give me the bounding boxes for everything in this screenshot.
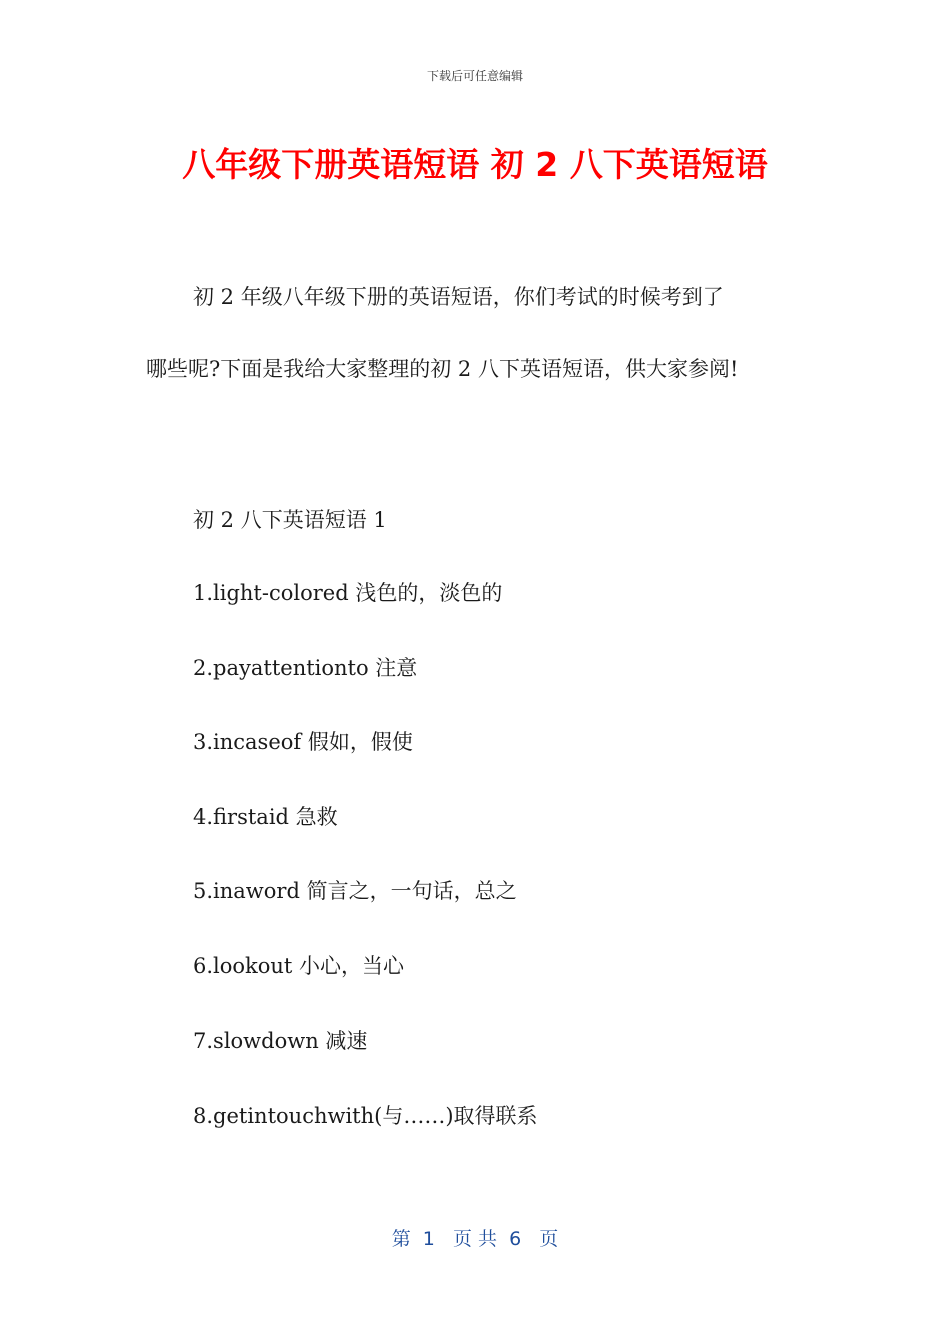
phrase-item: 2.payattentionto 注意 (193, 656, 418, 680)
intro-line-2: 哪些呢?下面是我给大家整理的初 2 八下英语短语，供大家参阅! (146, 357, 739, 381)
page-header-note: 下载后可任意编辑 (426, 69, 523, 83)
phrase-item: 6.lookout 小心，当心 (193, 954, 405, 978)
document-title: 八年级下册英语短语 初 2 八下英语短语 (182, 145, 768, 184)
phrase-item: 8.getintouchwith(与……)取得联系 (193, 1104, 538, 1128)
page-number-footer: 第 1 页 共 6 页 (391, 1228, 559, 1250)
phrase-item: 5.inaword 简言之，一句话，总之 (193, 879, 517, 903)
phrase-item: 1.light-colored 浅色的，淡色的 (193, 581, 503, 605)
phrase-item: 4.firstaid 急救 (193, 805, 338, 829)
intro-line-1: 初 2 年级八年级下册的英语短语，你们考试的时候考到了 (193, 285, 724, 309)
section-heading: 初 2 八下英语短语 1 (193, 508, 387, 532)
phrase-item: 3.incaseof 假如，假使 (193, 730, 413, 754)
phrase-item: 7.slowdown 减速 (193, 1029, 368, 1053)
